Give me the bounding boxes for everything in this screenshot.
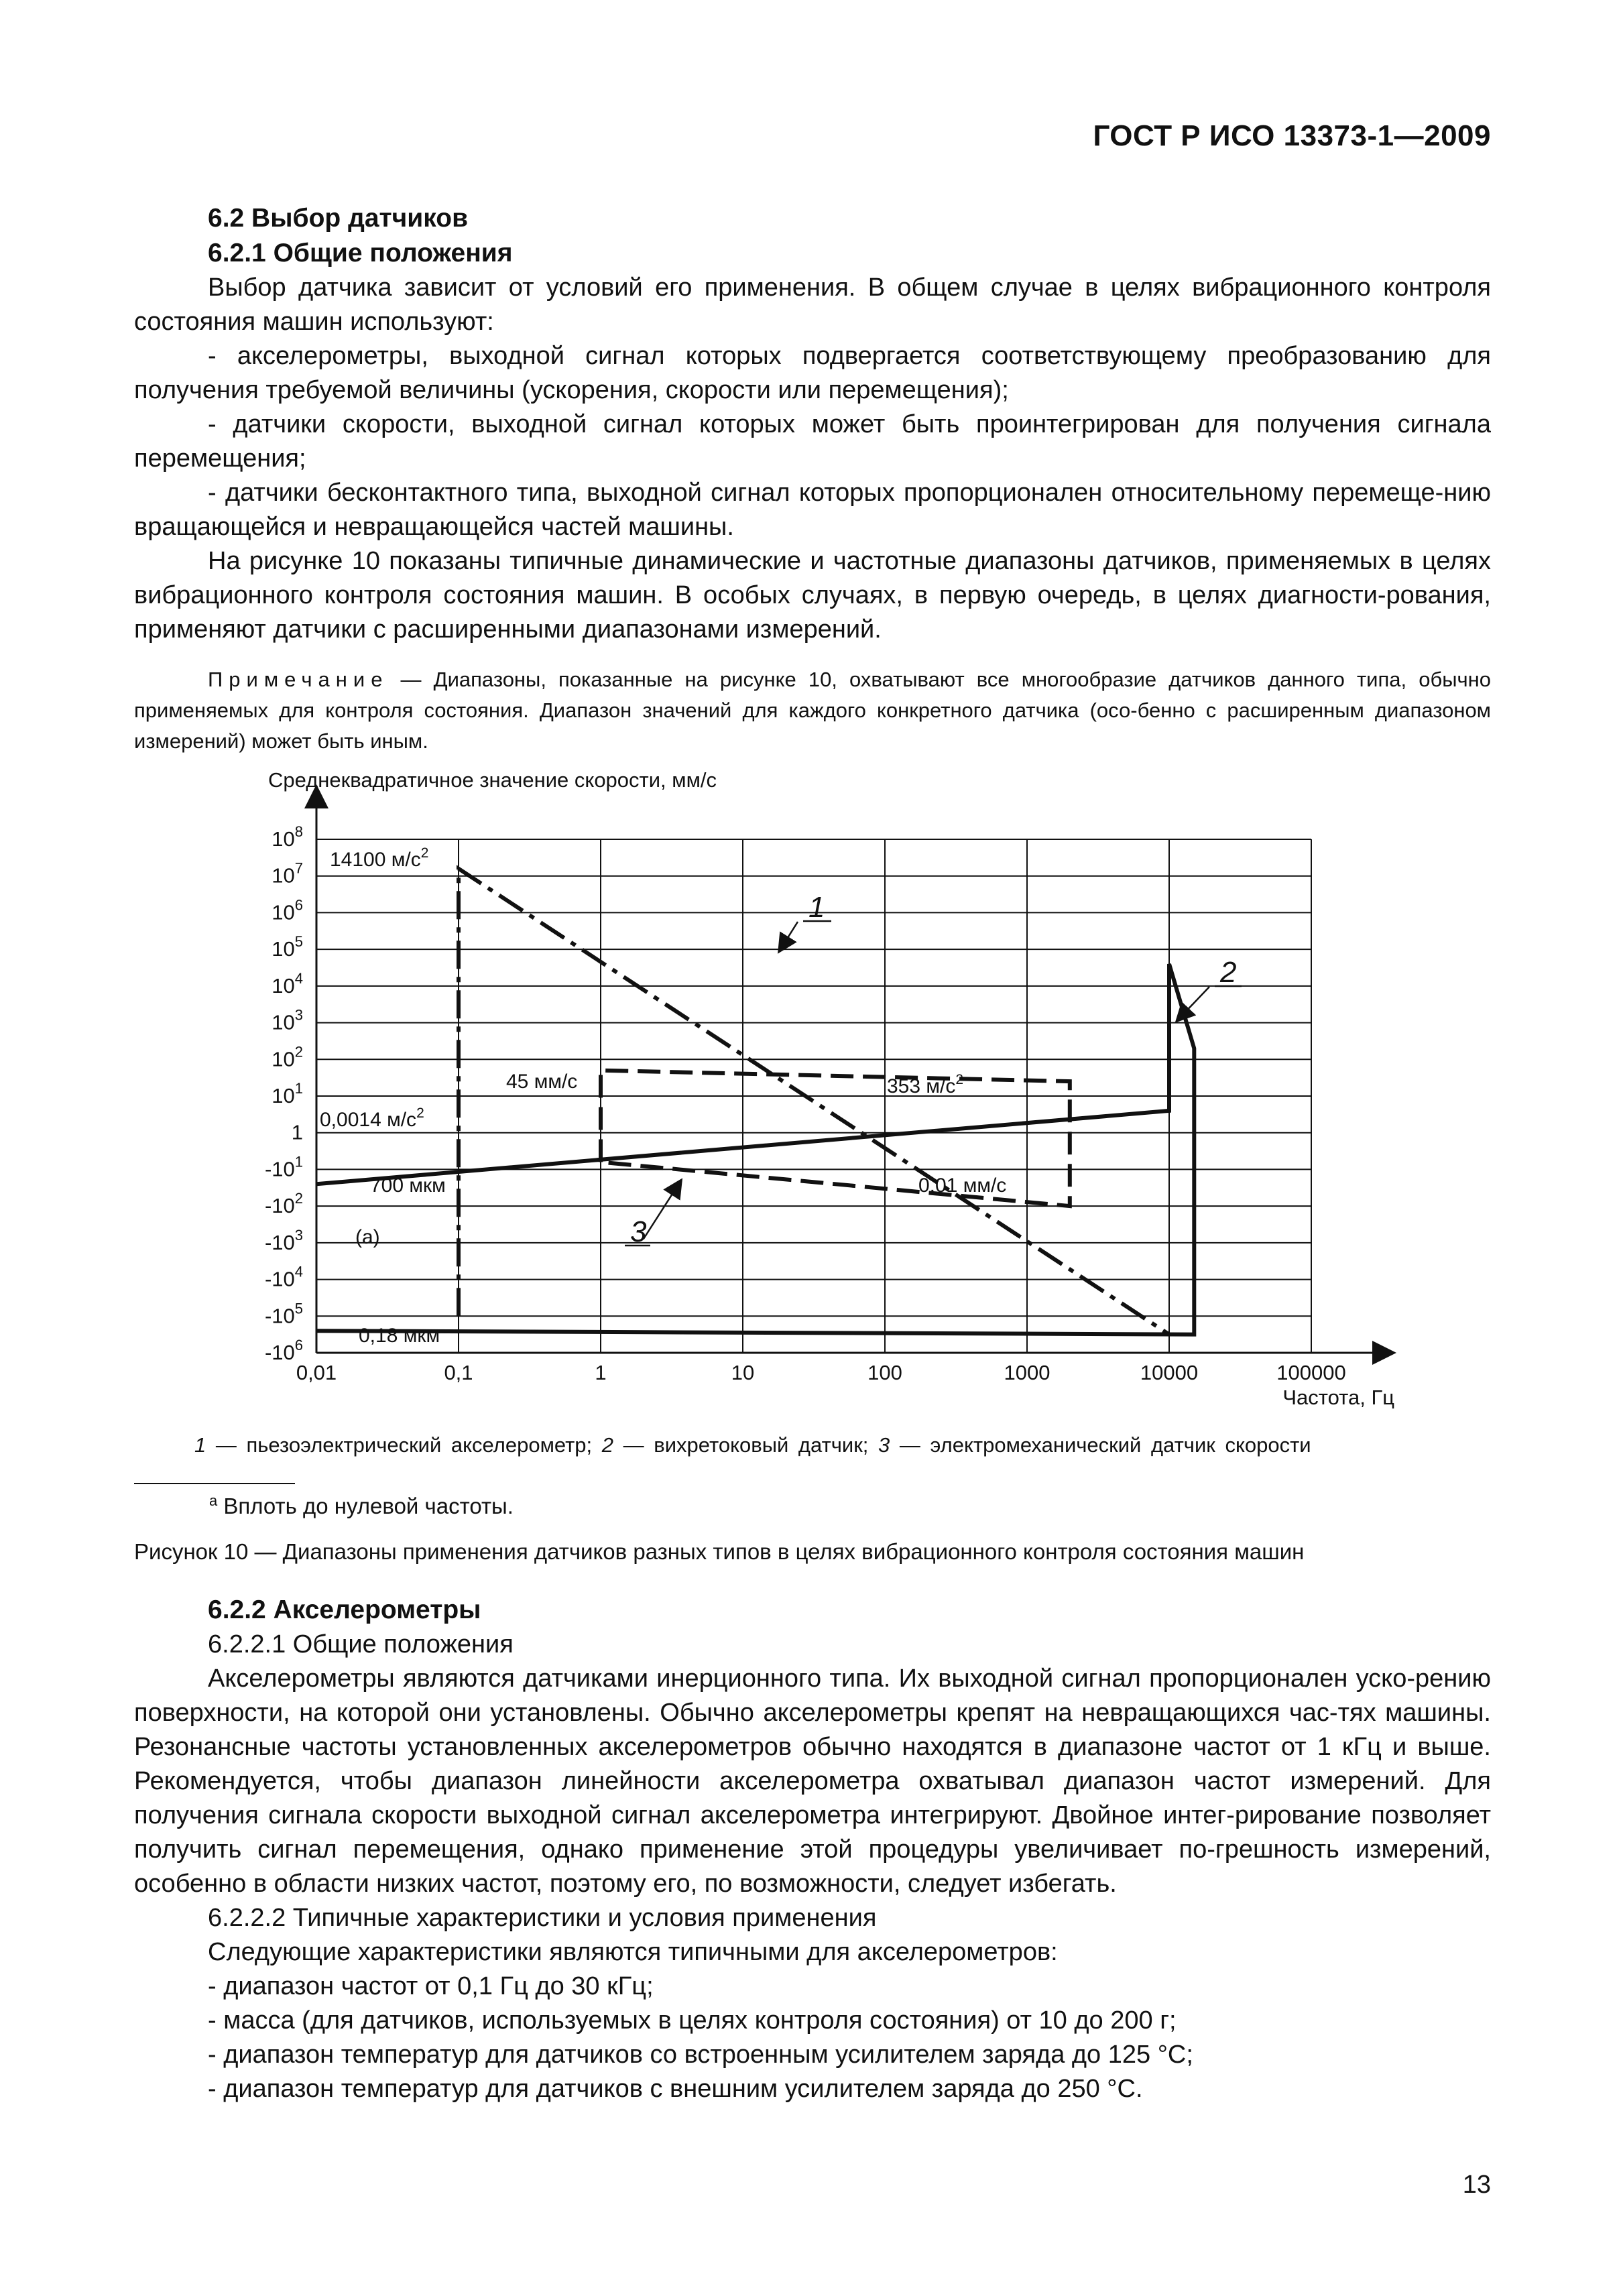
y-tick-label: $10^8$ (272, 823, 303, 851)
note-label: Примечание (208, 668, 389, 691)
chart-annotation: 700 мкм (370, 1174, 446, 1197)
subsubsection-heading: 6.2.2.2 Типичные характеристики и условия применения (208, 1904, 877, 1932)
paragraph: Акселерометры являются датчиками инерционного типа. Их выходной сигнал пропорционален уско-рению поверхности, на которой они установлены. Обычно акселерометры крепят на невращающихся час-тях машины. Резонансные частоты установленных акселерометров обычно находятся в диапазоне частот от 1 кГц и выше. Рекомендуется, чтобы диапазон линейности акселерометра охватывал диапазон частот измерений. Для получения сигнала скорости выходной сигнал акселерометра интегрируют. Двойное интег-рирование позволяет получить сигнал перемещения, однако применение этой процедуры увеличивает по-грешность измерений, особенно в области низких частот, поэтому его, по возможности, следует избегать. (134, 1665, 1491, 1898)
x-tick-label: 1000 (1004, 1361, 1050, 1384)
curve-label-pointer (783, 922, 798, 945)
paragraph: - датчики скорости, выходной сигнал которых может быть проинтегрирован для получения сигнала перемещения; (134, 410, 1491, 473)
y-tick-label: $10^7$ (272, 859, 303, 888)
document-header: ГОСТ Р ИСО 13373-1—2009 (1093, 119, 1491, 152)
y-tick-label: $-10^4$ (264, 1263, 303, 1291)
x-tick-label: 0,1 (444, 1361, 473, 1384)
y-tick-label: $10^1$ (272, 1080, 303, 1107)
y-tick-label: $10^5$ (272, 933, 303, 961)
footnote-rule (134, 1483, 295, 1484)
x-tick-label: 0,01 (296, 1361, 337, 1384)
y-tick-label: 1 (291, 1120, 303, 1144)
chart-annotation: 14100 $м/с^2$ (330, 845, 429, 871)
chart-annotation: 0,0014 $м/с^2$ (320, 1105, 424, 1131)
x-tick-label: 10 (731, 1361, 755, 1384)
note (134, 664, 1491, 757)
legend-number: 3 (878, 1433, 890, 1457)
paragraph: Выбор датчика зависит от условий его применения. В общем случае в целях вибрационного контроля состояния машин используют: (134, 274, 1491, 336)
sensor-range-chart (134, 758, 1491, 1428)
legend-number: 1 (194, 1433, 206, 1457)
y-axis-title: Среднеквадратичное значение скорости, мм/с (268, 768, 717, 792)
note-text: — Диапазоны, показанные на рисунке 10, охватывают все многообразие датчиков данного типа, обычно применяемых для контроля состояния. Диапазон значений для каждого конкретного датчика (осо-бенно с расширенным диапазоном измерений) может быть иным. (134, 668, 1491, 753)
y-tick-label: $10^2$ (272, 1043, 303, 1071)
chart-annotation: 45 мм/с (506, 1071, 578, 1093)
paragraph: Следующие характеристики являются типичными для акселерометров: (208, 1938, 1058, 1966)
footnote-text: Вплоть до нулевой частоты. (217, 1494, 514, 1518)
curve-label-2: 2 (1220, 956, 1237, 989)
y-tick-label: $-10^2$ (264, 1190, 303, 1218)
paragraph: - акселерометры, выходной сигнал которых подвергается соответствующему преобразованию для получения требуемой величины (ускорения, скорости или перемещения); (134, 342, 1491, 404)
x-axis-title: Частота, Гц (1282, 1386, 1394, 1409)
legend-number: 2 (601, 1433, 614, 1457)
chart-annotation: 0,18 мкм (359, 1325, 440, 1347)
legend-item: — вихретоковый датчик; (613, 1433, 879, 1457)
y-tick-label: $10^6$ (272, 896, 303, 924)
list-item: - масса (для датчиков, используемых в целях контроля состояния) от 10 до 200 г; (208, 2006, 1177, 2035)
y-tick-label: $10^4$ (272, 969, 303, 998)
page-number: 13 (1462, 2171, 1491, 2199)
paragraph: - датчики бесконтактного типа, выходной сигнал которых пропорционален относительному перемеще-нию вращающейся и невращающейся частей машины. (134, 479, 1491, 541)
chart-annotation: (а) (355, 1226, 380, 1248)
x-tick-label: 1 (595, 1361, 607, 1384)
series-line-1 (459, 869, 1169, 1335)
figure-caption: Рисунок 10 — Диапазоны применения датчиков разных типов в целях вибрационного контроля состояния машин (134, 1539, 1305, 1564)
paragraph: На рисунке 10 показаны типичные динамические и частотные диапазоны датчиков, применяемых в целях вибрационного контроля состояния машин. В особых случаях, в первую очередь, в целях диагности-рования, применяют датчики с расширенными диапазонами измерений. (134, 547, 1491, 644)
list-item: - диапазон температур для датчиков с внешним усилителем заряда до 250 °С. (208, 2075, 1143, 2103)
subsection-heading: 6.2.2 Акселерометры (208, 1595, 481, 1624)
y-tick-label: $-10^6$ (264, 1337, 303, 1364)
y-tick-label: $-10^3$ (264, 1226, 303, 1254)
section-6-2 (134, 201, 1491, 757)
x-tick-label: 10000 (1140, 1361, 1199, 1384)
y-tick-label: $-10^5$ (264, 1300, 303, 1328)
curve-label-pointer (1182, 987, 1209, 1016)
figure-10 (134, 758, 1491, 1482)
legend-item: — электромеханический датчик скорости (890, 1433, 1311, 1457)
section-6-2-2 (134, 1593, 1491, 2106)
figure-legend (194, 1433, 1311, 1457)
subsection-heading: 6.2.1 Общие положения (208, 239, 513, 267)
y-tick-label: $-10^1$ (264, 1153, 303, 1181)
subsubsection-heading: 6.2.2.1 Общие положения (208, 1630, 514, 1658)
chart-annotation: 0,01 мм/с (918, 1174, 1007, 1197)
curve-label-3: 3 (630, 1215, 647, 1248)
curve-label-1: 1 (808, 891, 825, 924)
curve-label-pointer (644, 1187, 677, 1239)
chart-annotation: 353 $м/с^2$ (887, 1072, 964, 1097)
list-item: - диапазон частот от 0,1 Гц до 30 кГц; (208, 1972, 654, 2000)
footnote (209, 1492, 514, 1519)
y-tick-label: $10^3$ (272, 1006, 303, 1034)
list-item: - диапазон температур для датчиков со встроенным усилителем заряда до 125 °С; (208, 2041, 1193, 2069)
x-tick-label: 100 (867, 1361, 902, 1384)
legend-item: — пьезоэлектрический акселерометр; (206, 1433, 602, 1457)
section-heading: 6.2 Выбор датчиков (208, 204, 469, 233)
footnote-mark: а (209, 1492, 218, 1509)
x-tick-label: 100000 (1276, 1361, 1346, 1384)
